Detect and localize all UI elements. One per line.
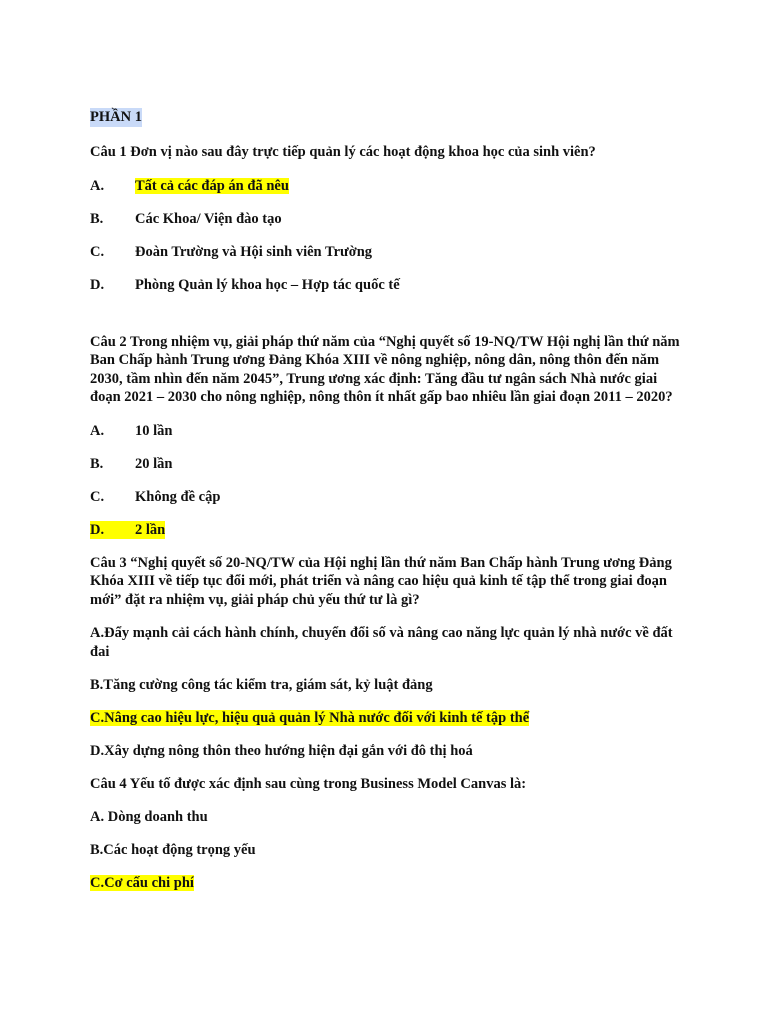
option-text: Đoàn Trường và Hội sinh viên Trường: [135, 243, 373, 260]
option-text-correct: C.Nâng cao hiệu lực, hiệu quả quản lý Nhà nước đối với kinh tế tập thể: [90, 709, 530, 726]
document-page: [90, 108, 690, 907]
option-c: [90, 488, 690, 507]
question-text: Câu 2 Trong nhiệm vụ, giải pháp thứ năm của “Nghị quyết số 19-NQ/TW Hội nghị lần thứ năm Ban Chấp hành Trung ương Đảng Khóa XIII về nông nghiệp, nông dân, nông thôn đến năm 2030, tầm nhìn đến năm 2045”, Trung ương xác định: Tăng đầu tư ngân sách Nhà nước giai đoạn 2021 – 2030 cho nông nghiệp, nông thôn ít nhất gấp bao nhiêu lần giai đoạn 2011 – 2020?: [90, 333, 680, 405]
option-letter: D.: [90, 276, 105, 293]
option-text: 20 lần: [135, 455, 173, 472]
option-text: 10 lần: [135, 422, 173, 439]
section-title: PHẦN 1: [90, 109, 142, 125]
question-block-3: [90, 554, 690, 761]
option-text-correct: C.Cơ cấu chi phí: [90, 875, 194, 891]
option-letter: C.: [90, 488, 105, 505]
option-correct: [90, 521, 165, 540]
option-b: B.Tăng cường công tác kiểm tra, giám sát, kỷ luật đảng: [90, 676, 433, 693]
option-c: [90, 709, 690, 728]
option-text-correct: Tất cả các đáp án đã nêu: [135, 177, 289, 194]
option-text: Không đề cập: [135, 488, 221, 505]
option-letter: D.: [90, 521, 105, 538]
option-d: D.Xây dựng nông thôn theo hướng hiện đại gắn với đô thị hoá: [90, 742, 473, 759]
option-text: Phòng Quản lý khoa học – Hợp tác quốc tế: [135, 276, 400, 293]
spacer: [90, 309, 690, 333]
option-b: B.Các hoạt động trọng yếu: [90, 842, 256, 858]
option-b: [90, 455, 690, 474]
question-text: Câu 1 Đơn vị nào sau đây trực tiếp quản lý các hoạt động khoa học của sinh viên?: [90, 144, 596, 160]
option-letter: B.: [90, 455, 104, 472]
option-c: [90, 874, 690, 893]
option-a: A. Dòng doanh thu: [90, 809, 208, 825]
question-block-4: [90, 775, 690, 893]
option-letter: B.: [90, 210, 104, 227]
option-a: [90, 177, 690, 196]
option-d: [90, 276, 690, 295]
question-text: Câu 3 “Nghị quyết số 20-NQ/TW của Hội nghị lần thứ năm Ban Chấp hành Trung ương Đảng Khóa XIII về tiếp tục đổi mới, phát triển và nâng cao hiệu quả kinh tế tập thể trong giai đoạn mới” đặt ra nhiệm vụ, giải pháp chủ yếu thứ tư là gì?: [90, 554, 672, 608]
option-letter: C.: [90, 243, 105, 260]
option-text: Các Khoa/ Viện đào tạo: [135, 210, 282, 227]
option-letter: A.: [90, 177, 105, 194]
question-block-2: [90, 333, 690, 540]
question-block-1: [90, 143, 690, 294]
option-d: [90, 521, 690, 540]
option-c: [90, 243, 690, 262]
option-text-correct: 2 lần: [135, 521, 166, 538]
option-letter: A.: [90, 422, 105, 439]
option-a: [90, 422, 690, 441]
option-a: A.Đẩy mạnh cải cách hành chính, chuyển đổi số và nâng cao năng lực quản lý nhà nước về đất đai: [90, 625, 673, 660]
question-text: Câu 4 Yếu tố được xác định sau cùng trong Business Model Canvas là:: [90, 775, 527, 792]
option-b: [90, 210, 690, 229]
